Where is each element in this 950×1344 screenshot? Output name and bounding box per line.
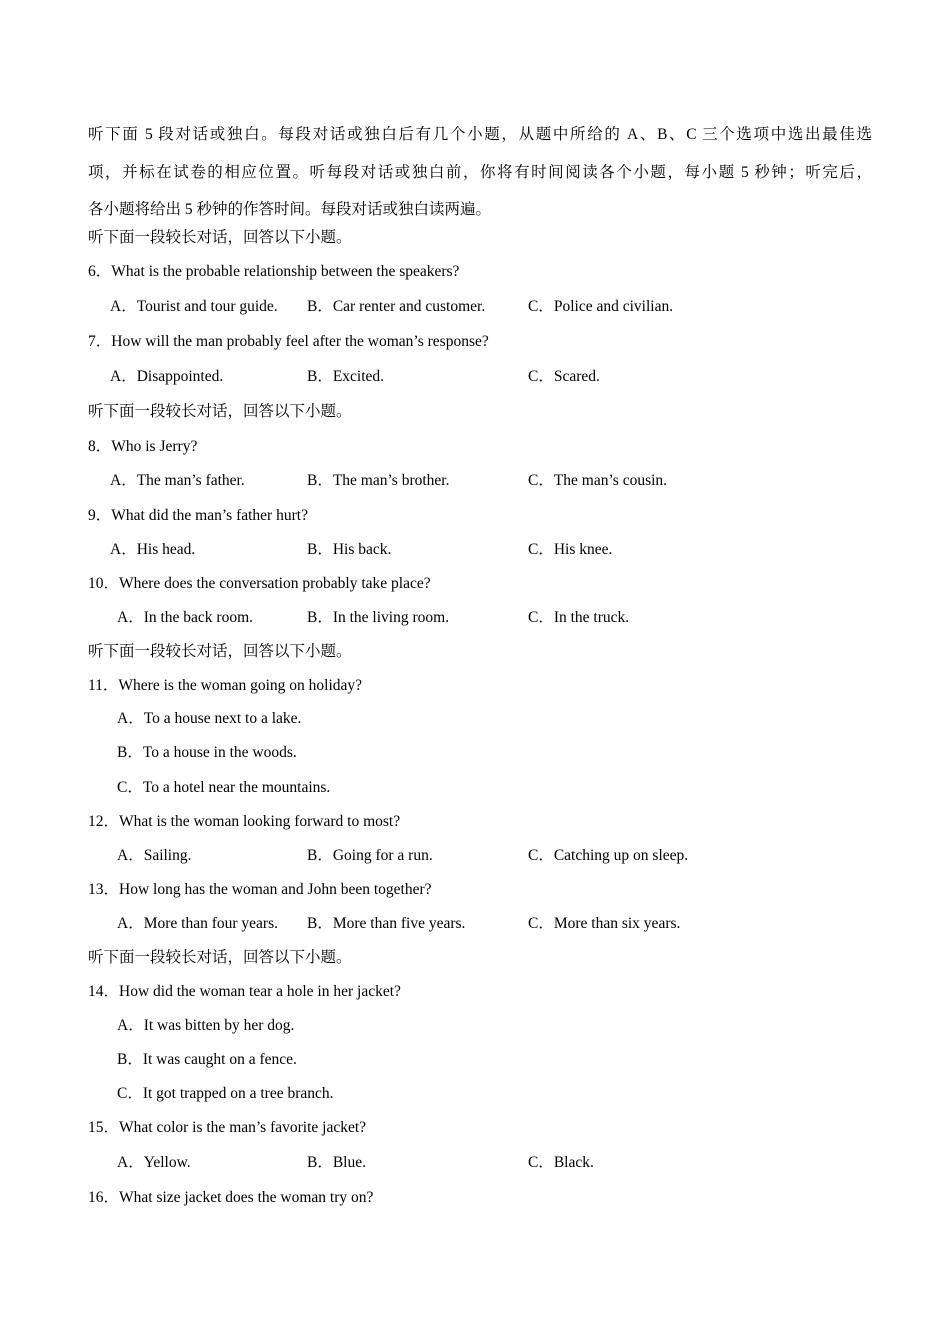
question-14-option-c: C．It got trapped on a tree branch. [117, 1085, 334, 1102]
question-10-option-b: B．In the living room. [307, 609, 450, 626]
question-10: 10．Where does the conversation probably take place? [88, 575, 431, 592]
question-13-option-c: C．More than six years. [528, 915, 681, 932]
question-11: 11．Where is the woman going on holiday? [88, 677, 363, 694]
question-9-option-c: C．His knee. [528, 541, 613, 558]
question-10-option-c: C．In the truck. [528, 609, 630, 626]
question-16: 16．What size jacket does the woman try on? [88, 1189, 374, 1206]
question-13-option-a: A．More than four years. [117, 915, 278, 932]
section-header: 听下面一段较长对话，回答以下小题。 [88, 403, 352, 420]
question-14-option-b: B．It was caught on a fence. [117, 1051, 297, 1068]
question-7-option-b: B．Excited. [307, 368, 385, 385]
instructions-line-3: 各小题将给出 5 秒钟的作答时间。每段对话或独白读两遍。 [88, 201, 492, 218]
question-9-option-b: B．His back. [307, 541, 392, 558]
question-14-option-a: A．It was bitten by her dog. [117, 1017, 295, 1034]
question-11-option-c: C．To a hotel near the mountains. [117, 779, 331, 796]
question-7: 7．How will the man probably feel after the woman’s response? [88, 333, 489, 350]
instructions-line-2: 项，并标在试卷的相应位置。听每段对话或独白前，你将有时间阅读各个小题，每小题 5 秒钟；听完后， [88, 163, 872, 181]
question-15-option-c: C．Black. [528, 1154, 594, 1171]
question-7-option-c: C．Scared. [528, 368, 600, 385]
question-12-option-b: B．Going for a run. [307, 847, 433, 864]
question-13-option-b: B．More than five years. [307, 915, 466, 932]
question-8: 8．Who is Jerry? [88, 438, 198, 455]
question-15-option-b: B．Blue. [307, 1154, 366, 1171]
question-12-option-c: C．Catching up on sleep. [528, 847, 689, 864]
section-header: 听下面一段较长对话，回答以下小题。 [88, 643, 352, 660]
question-14: 14．How did the woman tear a hole in her jacket? [88, 983, 401, 1000]
question-6: 6．What is the probable relationship between the speakers? [88, 263, 460, 280]
question-12: 12．What is the woman looking forward to most? [88, 813, 401, 830]
question-15: 15．What color is the man’s favorite jacket? [88, 1119, 367, 1136]
question-6-option-a: A．Tourist and tour guide. [110, 298, 278, 315]
question-6-option-c: C．Police and civilian. [528, 298, 674, 315]
question-8-option-a: A．The man’s father. [110, 472, 245, 489]
question-8-option-c: C．The man’s cousin. [528, 472, 668, 489]
question-8-option-b: B．The man’s brother. [307, 472, 450, 489]
section-header: 听下面一段较长对话，回答以下小题。 [88, 949, 352, 966]
section-header: 听下面一段较长对话，回答以下小题。 [88, 229, 352, 246]
listening-instructions [88, 116, 872, 229]
question-10-option-a: A．In the back room. [117, 609, 254, 626]
question-12-option-a: A．Sailing. [117, 847, 192, 864]
question-13: 13．How long has the woman and John been together? [88, 881, 432, 898]
question-7-option-a: A．Disappointed. [110, 368, 224, 385]
question-15-option-a: A．Yellow. [117, 1154, 191, 1171]
question-11-option-b: B．To a house in the woods. [117, 744, 297, 761]
question-6-option-b: B．Car renter and customer. [307, 298, 486, 315]
instructions-line-1: 听下面 5 段对话或独白。每段对话或独白后有几个小题，从题中所给的 A、B、C 三个选项中选出最佳选 [88, 126, 872, 143]
question-9: 9．What did the man’s father hurt? [88, 507, 308, 524]
question-9-option-a: A．His head. [110, 541, 196, 558]
question-11-option-a: A．To a house next to a lake. [117, 710, 302, 727]
